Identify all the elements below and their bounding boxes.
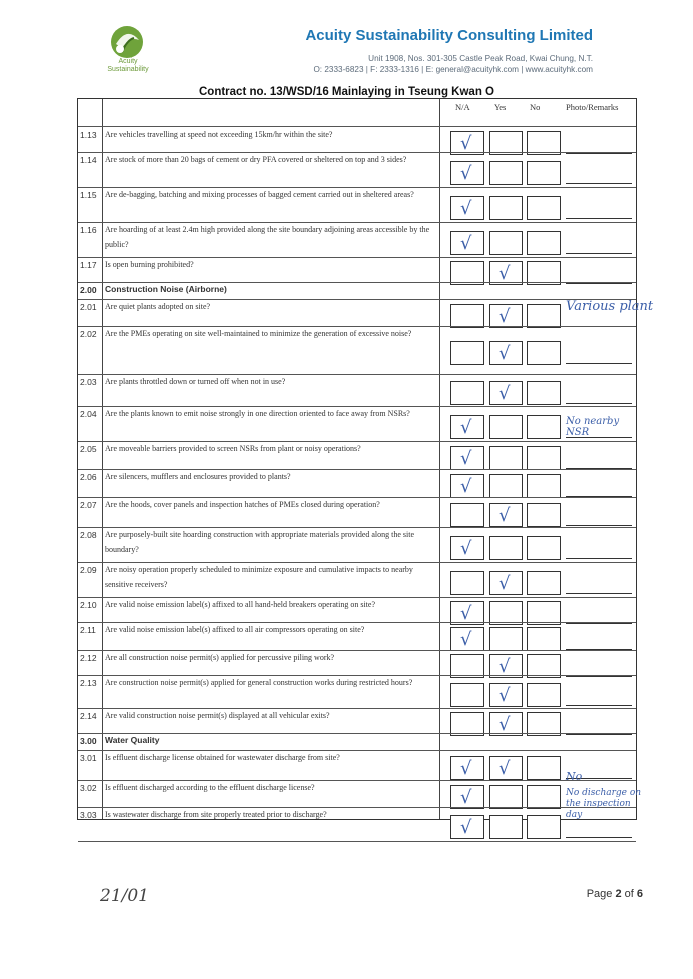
remark-2-01: Various plant: [566, 299, 654, 314]
checkbox-na[interactable]: [450, 304, 484, 328]
question-text: Is effluent discharge license obtained for wastewater discharge from site?: [105, 753, 340, 762]
item-number: 1.17: [80, 260, 97, 270]
address-line1: Unit 1908, Nos. 301-305 Castle Peak Road, Kwai Chung, N.T.: [368, 54, 593, 63]
check-mark-icon: √: [499, 263, 511, 284]
check-mark-icon: √: [460, 417, 472, 438]
remark-3-03: No discharge on the inspection day: [566, 788, 642, 820]
check-mark-icon: √: [460, 133, 472, 154]
checklist-row: [78, 222, 636, 257]
page-header: [0, 0, 693, 90]
item-number: 2.00: [80, 285, 97, 295]
remarks-line: [566, 558, 632, 559]
checkbox-yes[interactable]: [489, 381, 523, 405]
check-mark-icon: √: [460, 629, 472, 650]
check-mark-icon: √: [499, 505, 511, 526]
checkbox-yes[interactable]: [489, 536, 523, 560]
checkbox-na[interactable]: [450, 196, 484, 220]
contract-title: Contract no. 13/WSD/16 Mainlaying in Tseung Kwan O: [199, 86, 494, 98]
checkbox-no[interactable]: [527, 683, 561, 707]
checklist-row: [78, 780, 636, 807]
checklist-table: [77, 98, 637, 838]
check-mark-icon: √: [499, 573, 511, 594]
check-mark-icon: √: [499, 383, 511, 404]
checkbox-no[interactable]: [527, 415, 561, 439]
page-prefix: Page: [586, 888, 616, 900]
section-heading-row: [78, 282, 636, 299]
question-text: Are the plants known to emit noise strongly in one direction oriented to face away from NSRs?: [105, 409, 410, 418]
remark-3-02: No: [566, 770, 583, 783]
checkbox-no[interactable]: [527, 304, 561, 328]
remarks-line: [566, 593, 632, 594]
question-text: Is effluent discharged according to the effluent discharge license?: [105, 783, 315, 792]
check-mark-icon: √: [499, 656, 511, 677]
checkbox-no[interactable]: [527, 503, 561, 527]
checkbox-na[interactable]: [450, 683, 484, 707]
item-number: 2.12: [80, 653, 97, 663]
item-number: 3.01: [80, 753, 97, 763]
question-text: Are purposely-built site hoarding construction with appropriate materials provided along the site boundary?: [105, 530, 415, 554]
remarks-line: [566, 183, 632, 184]
item-number: 2.03: [80, 377, 97, 387]
checkbox-na[interactable]: [450, 571, 484, 595]
check-mark-icon: √: [499, 714, 511, 735]
checkbox-na[interactable]: [450, 446, 484, 470]
item-number: 2.08: [80, 530, 97, 540]
checkbox-na[interactable]: [450, 503, 484, 527]
page-total: 6: [636, 888, 643, 900]
checkbox-na[interactable]: [450, 161, 484, 185]
remarks-line: [566, 218, 632, 219]
question-text: Are valid noise emission label(s) affixed to all hand-held breakers operating on site?: [105, 600, 375, 609]
company-address: [313, 53, 593, 75]
item-number: 2.04: [80, 409, 97, 419]
remarks-line: [566, 525, 632, 526]
checklist-row: [78, 675, 636, 708]
question-text: Are plants throttled down or turned off when not in use?: [105, 377, 286, 386]
checkbox-no[interactable]: [527, 756, 561, 780]
checkbox-no[interactable]: [527, 627, 561, 651]
check-mark-icon: √: [499, 685, 511, 706]
checklist-row: [78, 807, 636, 841]
page-current: 2: [615, 888, 622, 900]
checkbox-yes[interactable]: [489, 231, 523, 255]
item-number: 2.10: [80, 600, 97, 610]
checklist-row: [78, 562, 636, 597]
question-text: Are noisy operation properly scheduled to minimize exposure and cumulative impacts to nearby sensitive receivers?: [105, 565, 413, 589]
checklist-row: [78, 622, 636, 650]
checkbox-no[interactable]: [527, 536, 561, 560]
item-number: 2.02: [80, 329, 97, 339]
item-number: 2.07: [80, 500, 97, 510]
check-mark-icon: √: [460, 163, 472, 184]
check-mark-icon: √: [460, 233, 472, 254]
logo-text-line2: Sustainability: [107, 66, 149, 73]
logo-caption: [93, 58, 163, 74]
question-text: Are construction noise permit(s) applied for general construction works during restricted hours?: [105, 678, 413, 687]
checkbox-na[interactable]: [450, 756, 484, 780]
checkbox-yes[interactable]: [489, 785, 523, 809]
checkbox-na[interactable]: [450, 627, 484, 651]
checkbox-na[interactable]: [450, 785, 484, 809]
row-divider: [78, 841, 636, 842]
address-line2: O: 2333-6823 | F: 2333-1316 | E: general@acuityhk.com | www.acuityhk.com: [313, 65, 593, 74]
item-number: 2.14: [80, 711, 97, 721]
item-number: 1.16: [80, 225, 97, 235]
question-text: Are valid construction noise permit(s) displayed at all vehicular exits?: [105, 711, 330, 720]
checkbox-na[interactable]: [450, 381, 484, 405]
checklist-row: [78, 257, 636, 282]
checkbox-yes[interactable]: [489, 627, 523, 651]
item-number: 2.06: [80, 472, 97, 482]
item-number: 2.01: [80, 302, 97, 312]
check-mark-icon: √: [499, 306, 511, 327]
checklist-row: [78, 527, 636, 562]
item-number: 1.14: [80, 155, 97, 165]
checkbox-no[interactable]: [527, 381, 561, 405]
remarks-line: [566, 253, 632, 254]
checklist-row: [78, 750, 636, 780]
checkbox-na[interactable]: [450, 815, 484, 839]
checkbox-yes[interactable]: [489, 196, 523, 220]
check-mark-icon: √: [499, 343, 511, 364]
checkbox-na[interactable]: [450, 341, 484, 365]
checkbox-yes[interactable]: [489, 474, 523, 498]
checklist-row: [78, 650, 636, 675]
checkbox-yes[interactable]: [489, 571, 523, 595]
company-name: Acuity Sustainability Consulting Limited: [305, 27, 593, 44]
checklist-row: [78, 469, 636, 497]
checkbox-na[interactable]: [450, 231, 484, 255]
item-number: 3.03: [80, 810, 97, 820]
item-number: 3.02: [80, 783, 97, 793]
checklist-row: [78, 187, 636, 222]
col-header-remarks: Photo/Remarks: [566, 102, 619, 112]
checkbox-no[interactable]: [527, 785, 561, 809]
checklist-row: [78, 127, 636, 152]
check-mark-icon: √: [499, 758, 511, 779]
col-header-na: N/A: [455, 102, 470, 112]
checkbox-no[interactable]: [527, 161, 561, 185]
checklist-row: [78, 441, 636, 469]
checkbox-yes[interactable]: [489, 503, 523, 527]
section-heading: Construction Noise (Airborne): [105, 284, 227, 294]
checkbox-na[interactable]: [450, 474, 484, 498]
remarks-line: [566, 363, 632, 364]
page-number: [587, 888, 643, 900]
question-text: Are de-bagging, batching and mixing processes of bagged cement carried out in sheltered areas?: [105, 190, 414, 199]
section-heading: Water Quality: [105, 735, 160, 745]
question-text: Are stock of more than 20 bags of cement or dry PFA covered or sheltered on top and 3 sides?: [105, 155, 407, 164]
checkbox-no[interactable]: [527, 196, 561, 220]
checkbox-no[interactable]: [527, 341, 561, 365]
item-number: 2.11: [80, 625, 96, 635]
question-text: Are all construction noise permit(s) applied for percussive piling work?: [105, 653, 335, 662]
checklist-row: [78, 326, 636, 374]
check-mark-icon: √: [460, 817, 472, 838]
check-mark-icon: √: [460, 198, 472, 219]
check-mark-icon: √: [460, 758, 472, 779]
item-number: 2.13: [80, 678, 97, 688]
item-number: 3.00: [80, 736, 97, 746]
section-heading-row: [78, 733, 636, 750]
item-number: 2.05: [80, 444, 97, 454]
remarks-line: [566, 837, 632, 838]
checkbox-no[interactable]: [527, 231, 561, 255]
checkbox-yes[interactable]: [489, 415, 523, 439]
check-mark-icon: √: [460, 538, 472, 559]
checkbox-yes[interactable]: [489, 304, 523, 328]
checkbox-yes[interactable]: [489, 446, 523, 470]
checkbox-na[interactable]: [450, 536, 484, 560]
checkbox-no[interactable]: [527, 815, 561, 839]
checkbox-yes[interactable]: [489, 341, 523, 365]
check-mark-icon: √: [460, 448, 472, 469]
checkbox-yes[interactable]: [489, 683, 523, 707]
question-text: Are the hoods, cover panels and inspection hatches of PMEs closed during operation?: [105, 500, 380, 509]
question-text: Are silencers, mufflers and enclosures provided to plants?: [105, 472, 291, 481]
question-text: Are hoarding of at least 2.4m high provided along the site boundary adjoining areas accessible by the public?: [105, 225, 430, 249]
question-text: Are valid noise emission label(s) affixed to all air compressors operating on site?: [105, 625, 365, 634]
checklist-row: [78, 152, 636, 187]
checkbox-yes[interactable]: [489, 756, 523, 780]
col-header-no: No: [530, 102, 541, 112]
handwritten-signature: 21/01: [100, 886, 149, 906]
item-number: 1.15: [80, 190, 97, 200]
question-text: Are moveable barriers provided to screen NSRs from plant or noisy operations?: [105, 444, 361, 453]
checkbox-yes[interactable]: [489, 161, 523, 185]
checklist-row: [78, 406, 636, 441]
question-text: Is wastewater discharge from site properly treated prior to discharge?: [105, 810, 327, 819]
checklist-row: [78, 497, 636, 527]
checkbox-no[interactable]: [527, 571, 561, 595]
checklist-row: [78, 299, 636, 326]
check-mark-icon: √: [460, 787, 472, 808]
checkbox-na[interactable]: [450, 415, 484, 439]
remark-2-04: No nearby NSR: [566, 416, 620, 438]
question-text: Is open burning prohibited?: [105, 260, 194, 269]
page-mid: of: [621, 888, 637, 900]
checklist-row: [78, 597, 636, 622]
item-number: 1.13: [80, 130, 97, 140]
check-mark-icon: √: [460, 603, 472, 624]
checklist-row: [78, 374, 636, 406]
col-header-yes: Yes: [494, 102, 507, 112]
checkbox-no[interactable]: [527, 446, 561, 470]
question-text: Are vehicles travelling at speed not exceeding 15km/hr within the site?: [105, 130, 333, 139]
item-number: 2.09: [80, 565, 97, 575]
remarks-line: [566, 705, 632, 706]
remarks-line: [566, 403, 632, 404]
logo-text-line1: Acuity: [118, 58, 138, 65]
checkbox-yes[interactable]: [489, 815, 523, 839]
checkbox-no[interactable]: [527, 474, 561, 498]
check-mark-icon: √: [460, 476, 472, 497]
checklist-row: [78, 708, 636, 733]
question-text: Are the PMEs operating on site well-maintained to minimize the generation of excessive noise?: [105, 329, 412, 338]
question-text: Are quiet plants adopted on site?: [105, 302, 211, 311]
